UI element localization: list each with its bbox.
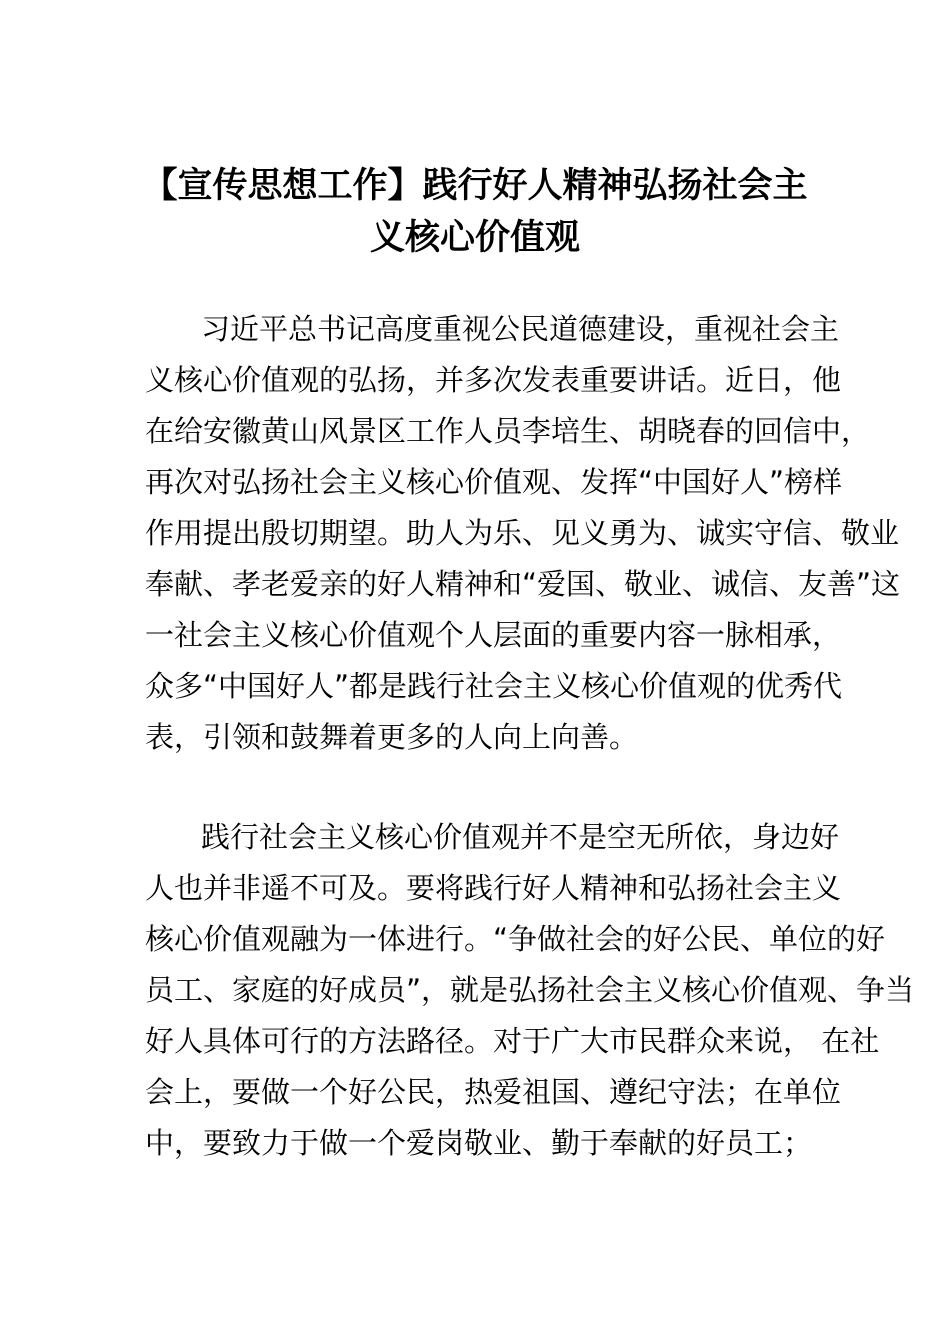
paragraph-line: 员工、家庭的好成员”，就是弘扬社会主义核心价值观、争当 [145, 973, 915, 1007]
title-line: 【宣传思想工作】践行好人精神弘扬社会主 [142, 166, 808, 206]
paragraph-line: 一社会主义核心价值观个人层面的重要内容一脉相承， [145, 618, 842, 652]
paragraph-line: 再次对弘扬社会主义核心价值观、发挥“中国好人”榜样 [145, 465, 843, 499]
body-paragraph [145, 304, 901, 763]
paragraph-line: 习近平总书记高度重视公民道德建设，重视社会主 [201, 312, 840, 346]
paragraph-line: 作用提出殷切期望。助人为乐、见义勇为、诚实守信、敬业 [145, 516, 900, 550]
paragraph-line: 中，要致力于做一个爱岗敬业、勤于奉献的好员工； [145, 1126, 813, 1160]
paragraph-line: 表，引领和鼓舞着更多的人向上向善。 [145, 720, 639, 754]
paragraph-line: 在给安徽黄山风景区工作人员李培生、胡晓春的回信中， [145, 414, 871, 448]
paragraph-line: 核心价值观融为一体进行。“争做社会的好公民、单位的好 [145, 922, 886, 956]
paragraph-line: 会上，要做一个好公民，热爱祖国、遵纪守法；在单位 [145, 1075, 842, 1109]
title-line: 义核心价值观 [369, 218, 580, 258]
paragraph-line: 义核心价值观的弘扬，并多次发表重要讲话。近日，他 [145, 363, 842, 397]
body-paragraph [145, 812, 915, 1169]
document-title [130, 160, 820, 264]
paragraph-line: 践行社会主义核心价值观并不是空无所依，身边好 [201, 820, 840, 854]
paragraph-line: 人也并非遥不可及。要将践行好人精神和弘扬社会主义 [145, 871, 842, 905]
paragraph-line: 众多“中国好人”都是践行社会主义核心价值观的优秀代 [145, 669, 843, 703]
paragraph-line: 奉献、孝老爱亲的好人精神和“爱国、敬业、诚信、友善”这 [145, 567, 901, 601]
paragraph-line: 好人具体可行的方法路径。对于广大市民群众来说， 在社 [145, 1024, 880, 1058]
